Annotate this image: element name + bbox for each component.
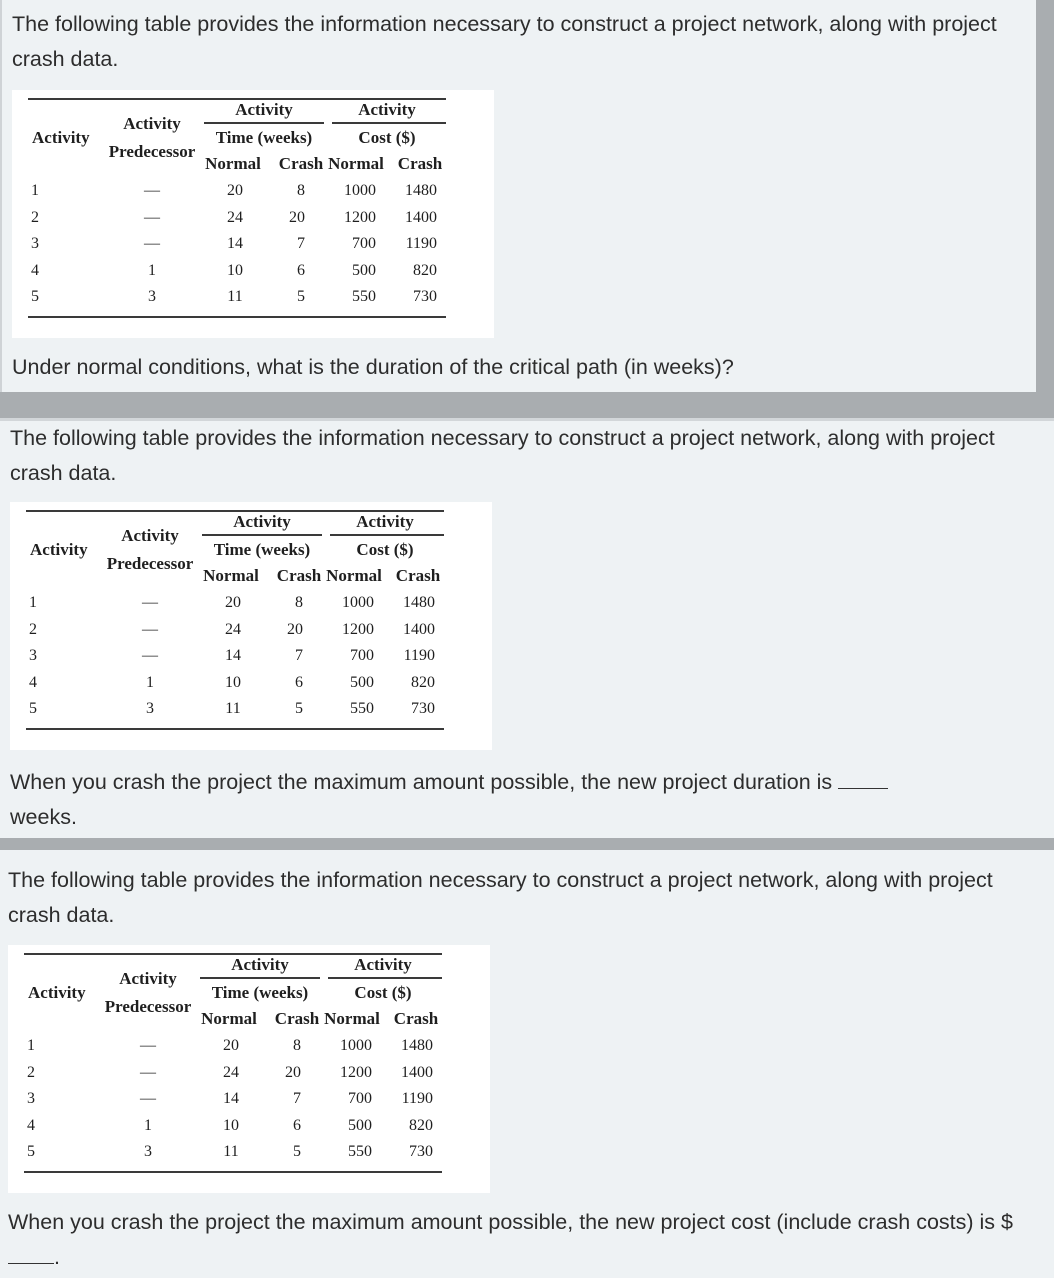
header-time-line2: Time (weeks): [213, 540, 311, 559]
cost-group-rule: [328, 977, 442, 979]
crash-data-table: [28, 98, 446, 312]
cell-cost-crash: 1400: [405, 208, 437, 226]
crash-data-table-image: [10, 502, 492, 750]
cell-activity: 3: [29, 647, 37, 665]
cell-time-normal: 24: [223, 1063, 239, 1081]
cell-cost-normal: 1200: [344, 208, 376, 226]
header-cost-line2: Cost ($): [356, 540, 414, 559]
cell-cost-crash: 730: [411, 700, 435, 718]
question-panel-1: [0, 0, 1036, 392]
cell-time-crash: 8: [297, 182, 305, 199]
table-bottom-rule: [26, 728, 444, 730]
cell-predecessor: 1: [146, 673, 154, 691]
table-bottom-rule: [24, 1171, 442, 1173]
cell-cost-normal: 700: [348, 1090, 372, 1108]
time-group-rule: [202, 534, 322, 536]
intro-text: The following table provides the information necessary to construct a project network, along with project crash data.: [8, 868, 993, 927]
cell-time-normal: 20: [227, 182, 243, 199]
cell-predecessor: —: [144, 235, 160, 253]
cell-predecessor: 1: [144, 1116, 152, 1134]
header-cost-line2: Cost ($): [358, 128, 416, 147]
header-cost-crash: Crash: [397, 154, 443, 173]
cell-cost-crash: 820: [411, 673, 435, 691]
cell-cost-crash: 1480: [403, 594, 435, 611]
cell-predecessor: —: [140, 1063, 156, 1081]
cell-predecessor: —: [142, 620, 158, 638]
header-time-line2: Time (weeks): [211, 983, 309, 1002]
cell-cost-normal: 1000: [344, 182, 376, 199]
cell-cost-normal: 700: [350, 647, 374, 665]
cell-time-normal: 14: [223, 1090, 239, 1108]
cell-time-normal: 24: [225, 620, 241, 638]
cell-activity: 1: [27, 1037, 35, 1054]
cell-activity: 5: [31, 288, 39, 306]
cell-cost-normal: 1000: [342, 594, 374, 611]
crash-data-table: [24, 953, 442, 1167]
cell-cost-crash: 820: [409, 1116, 433, 1134]
cost-group-rule: [332, 122, 446, 124]
question-suffix: .: [54, 1245, 60, 1269]
question-suffix: weeks.: [10, 805, 77, 829]
header-cost-line1: Activity: [356, 512, 414, 531]
cell-cost-crash: 1480: [401, 1037, 433, 1054]
cell-time-normal: 20: [223, 1037, 239, 1054]
cell-activity: 1: [31, 182, 39, 199]
cell-activity: 5: [27, 1143, 35, 1161]
cell-cost-normal: 500: [352, 261, 376, 279]
crash-data-table-image: [12, 90, 494, 338]
cell-activity: 2: [31, 208, 39, 226]
time-group-rule: [200, 977, 320, 979]
header-cost-line1: Activity: [358, 100, 416, 119]
answer-blank: [838, 787, 888, 789]
cell-activity: 2: [29, 620, 37, 638]
header-predecessor-line1: Activity: [123, 114, 181, 133]
header-cost-crash: Crash: [395, 566, 441, 585]
cell-time-normal: 24: [227, 208, 243, 226]
cell-cost-normal: 1200: [342, 620, 374, 638]
question-panel-3: [0, 850, 1054, 1278]
cell-cost-normal: 700: [352, 235, 376, 253]
cell-time-crash: 7: [293, 1090, 301, 1108]
question-text: When you crash the project the maximum amount possible, the new project duration is: [10, 770, 833, 794]
cell-activity: 3: [31, 235, 39, 253]
cell-time-crash: 7: [295, 647, 303, 665]
cell-time-crash: 8: [293, 1037, 301, 1054]
header-cost-crash: Crash: [393, 1009, 439, 1028]
table-bottom-rule: [28, 316, 446, 318]
question-panel-2: [0, 418, 1054, 838]
header-cost-line2: Cost ($): [354, 983, 412, 1002]
cell-predecessor: —: [140, 1090, 156, 1108]
cell-predecessor: 3: [148, 288, 156, 306]
crash-data-table: [26, 510, 444, 724]
answer-blank: [8, 1262, 54, 1264]
cell-time-crash: 5: [293, 1143, 301, 1161]
cell-predecessor: 3: [146, 700, 154, 718]
cell-cost-crash: 730: [413, 288, 437, 306]
cell-time-crash: 6: [293, 1116, 301, 1134]
cell-activity: 4: [31, 261, 39, 279]
cell-cost-normal: 1000: [340, 1037, 372, 1054]
cell-activity: 3: [27, 1090, 35, 1108]
cell-predecessor: —: [142, 647, 158, 665]
intro-text: The following table provides the information necessary to construct a project network, along with project crash data.: [12, 12, 997, 71]
header-cost-normal: Normal: [326, 566, 382, 585]
cell-cost-crash: 820: [413, 261, 437, 279]
cell-predecessor: 1: [148, 261, 156, 279]
header-time-normal: Normal: [205, 154, 261, 173]
cell-time-crash: 7: [297, 235, 305, 253]
cell-activity: 2: [27, 1063, 35, 1081]
cell-cost-crash: 1400: [403, 620, 435, 638]
cell-cost-normal: 550: [350, 700, 374, 718]
cell-cost-crash: 1400: [401, 1063, 433, 1081]
header-time-crash: Crash: [278, 154, 324, 173]
cell-time-crash: 20: [289, 208, 305, 226]
header-cost-normal: Normal: [324, 1009, 380, 1028]
cell-time-normal: 14: [227, 235, 243, 253]
header-time-crash: Crash: [276, 566, 322, 585]
header-cost-line1: Activity: [354, 955, 412, 974]
cell-cost-crash: 1480: [405, 182, 437, 199]
cell-time-normal: 11: [225, 700, 241, 718]
header-cost-normal: Normal: [328, 154, 384, 173]
cell-time-crash: 5: [295, 700, 303, 718]
cell-time-normal: 11: [223, 1143, 239, 1161]
time-group-rule: [204, 122, 324, 124]
header-time-line1: Activity: [233, 512, 291, 531]
cell-predecessor: 3: [144, 1143, 152, 1161]
cell-time-crash: 8: [295, 594, 303, 611]
cell-activity: 4: [27, 1116, 35, 1134]
cell-time-normal: 20: [225, 594, 241, 611]
question-critical-path: Under normal conditions, what is the duration of the critical path (in weeks)?: [12, 355, 734, 379]
cell-predecessor: —: [142, 594, 158, 611]
cost-group-rule: [330, 534, 444, 536]
cell-time-normal: 10: [225, 673, 241, 691]
cell-time-crash: 20: [287, 620, 303, 638]
cell-cost-normal: 500: [350, 673, 374, 691]
cell-predecessor: —: [144, 208, 160, 226]
header-activity: Activity: [32, 128, 90, 147]
header-time-normal: Normal: [201, 1009, 257, 1028]
cell-time-crash: 20: [285, 1063, 301, 1081]
cell-cost-normal: 550: [348, 1143, 372, 1161]
cell-time-crash: 6: [297, 261, 305, 279]
header-predecessor-line1: Activity: [121, 526, 179, 545]
cell-cost-normal: 550: [352, 288, 376, 306]
cell-activity: 4: [29, 673, 37, 691]
header-predecessor-line1: Activity: [119, 969, 177, 988]
header-activity: Activity: [28, 983, 86, 1002]
cell-cost-normal: 1200: [340, 1063, 372, 1081]
cell-predecessor: —: [144, 182, 160, 199]
cell-cost-crash: 1190: [403, 647, 435, 665]
question-crash-duration: [10, 765, 1020, 835]
question-crash-cost: [8, 1205, 1048, 1275]
cell-time-crash: 5: [297, 288, 305, 306]
cell-cost-crash: 730: [409, 1143, 433, 1161]
header-time-line1: Activity: [231, 955, 289, 974]
cell-time-normal: 10: [227, 261, 243, 279]
cell-time-crash: 6: [295, 673, 303, 691]
cell-time-normal: 14: [225, 647, 241, 665]
header-predecessor-line2: Predecessor: [108, 142, 196, 161]
header-predecessor-line2: Predecessor: [104, 997, 192, 1016]
cell-time-normal: 11: [227, 288, 243, 306]
header-time-line2: Time (weeks): [215, 128, 313, 147]
header-time-crash: Crash: [274, 1009, 320, 1028]
header-time-line1: Activity: [235, 100, 293, 119]
cell-cost-crash: 1190: [405, 235, 437, 253]
intro-text: The following table provides the information necessary to construct a project network, along with project crash data.: [10, 426, 995, 485]
question-text: When you crash the project the maximum amount possible, the new project cost (include crash costs) is $: [8, 1210, 1013, 1234]
header-predecessor-line2: Predecessor: [106, 554, 194, 573]
cell-activity: 5: [29, 700, 37, 718]
cell-activity: 1: [29, 594, 37, 611]
crash-data-table-image: [8, 945, 490, 1193]
cell-time-normal: 10: [223, 1116, 239, 1134]
cell-cost-normal: 500: [348, 1116, 372, 1134]
header-activity: Activity: [30, 540, 88, 559]
cell-cost-crash: 1190: [401, 1090, 433, 1108]
cell-predecessor: —: [140, 1037, 156, 1054]
header-time-normal: Normal: [203, 566, 259, 585]
